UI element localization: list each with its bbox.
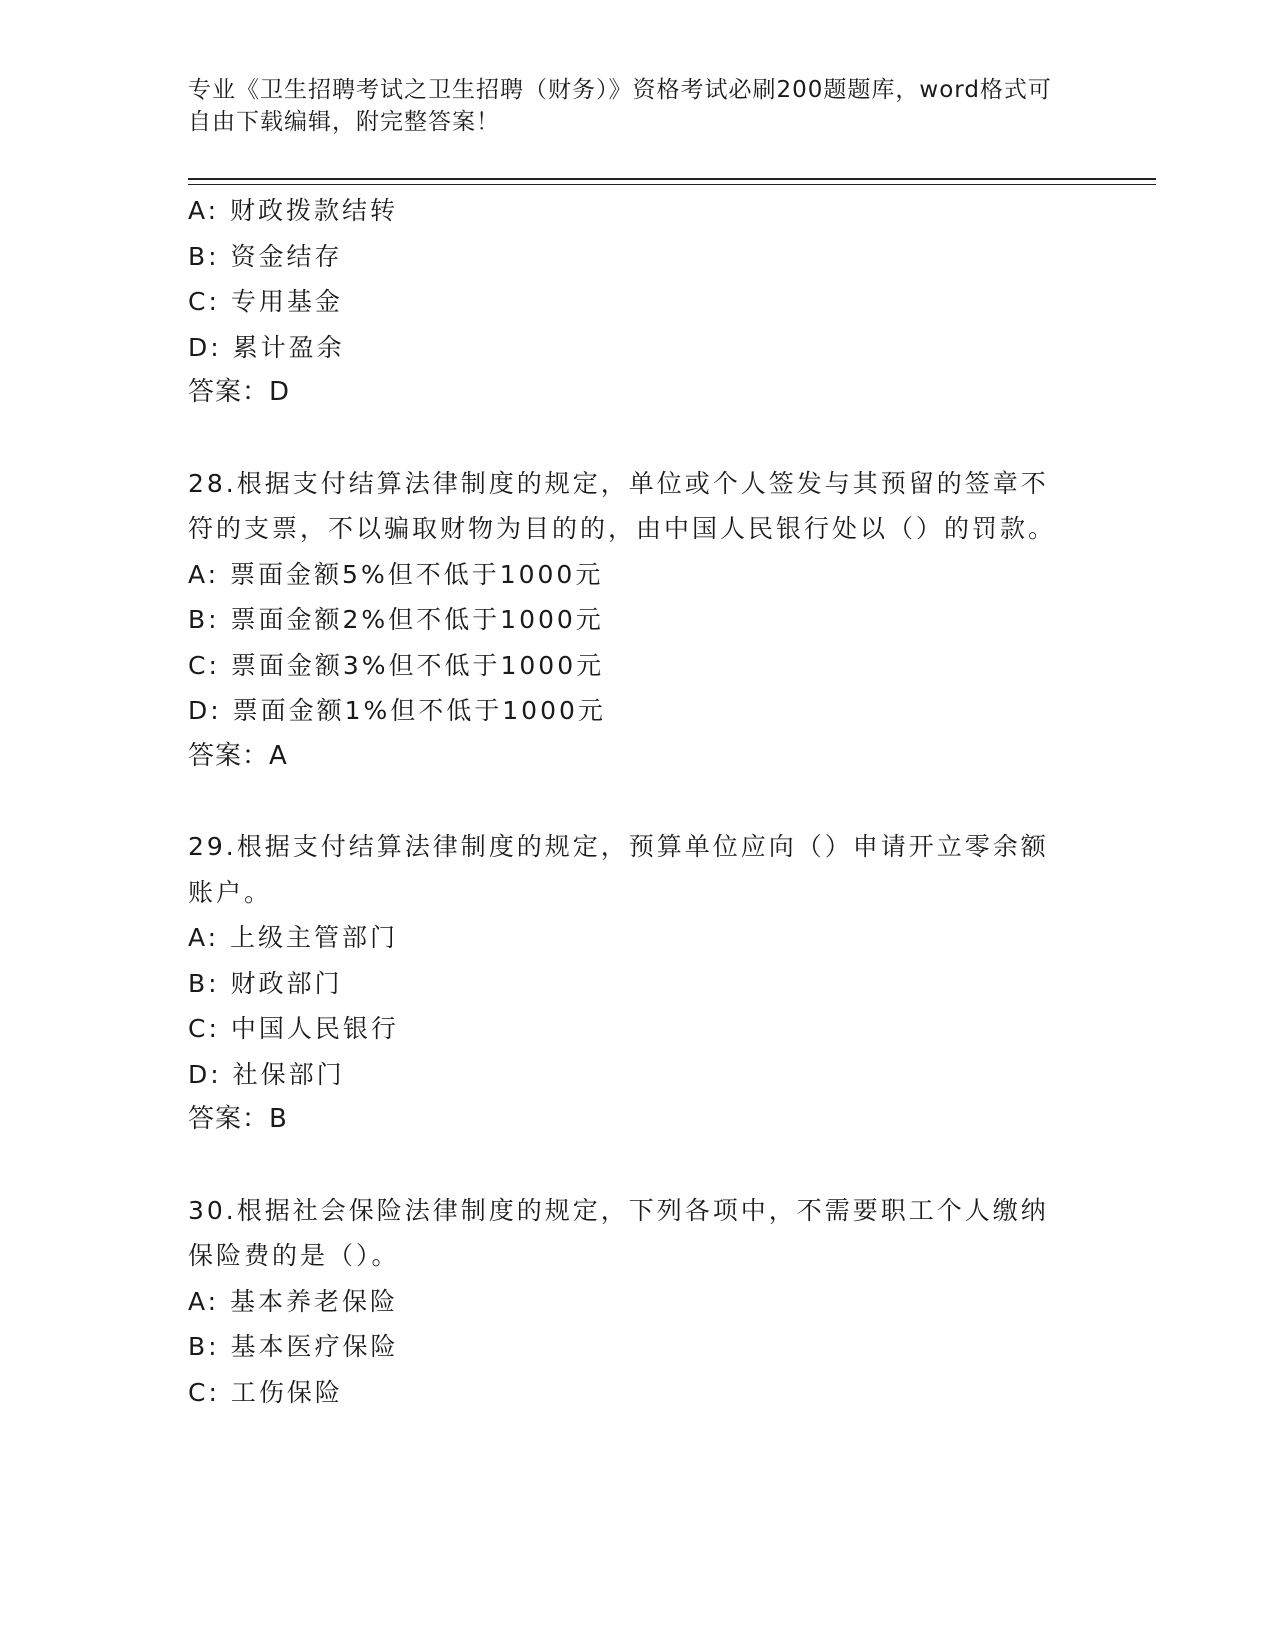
option-a: A: 上级主管部门 (188, 923, 399, 952)
option-d: D: 社保部门 (188, 1059, 345, 1089)
option-d: D: 票面金额1%但不低于1000元 (188, 696, 606, 725)
answer-line: 答案：D (188, 377, 291, 407)
document-header: 专业《卫生招聘考试之卫生招聘（财务）》资格考试必刷200题题库，word格式可自由下载编辑，附完整答案！ (188, 77, 1052, 135)
question-content (188, 188, 1088, 1415)
option-b: B: 基本医疗保险 (188, 1332, 399, 1361)
block-spacer (188, 416, 1088, 461)
option-c: C: 专用基金 (188, 287, 343, 316)
header-divider-thick (188, 178, 1156, 180)
header-divider-thin (188, 184, 1156, 185)
question-text: 29.根据支付结算法律制度的规定，预算单位应向（）申请开立零余额账户。 (188, 832, 1049, 907)
answer-line: 答案：A (188, 740, 288, 771)
option-a: A: 基本养老保险 (188, 1286, 399, 1316)
option-c: C: 票面金额3%但不低于1000元 (188, 650, 605, 680)
answer-line: 答案：B (188, 1104, 288, 1134)
option-a: A: 票面金额5%但不低于1000元 (188, 559, 604, 589)
option-b: B: 资金结存 (188, 241, 343, 271)
option-c: C: 工伤保险 (188, 1377, 343, 1407)
question-block-28 (188, 461, 1088, 780)
question-block-27 (188, 188, 1088, 416)
question-block-29 (188, 824, 1088, 1143)
option-b: B: 财政部门 (188, 968, 343, 998)
option-a: A: 财政拨款结转 (188, 196, 399, 225)
option-b: B: 票面金额2%但不低于1000元 (188, 605, 604, 634)
block-spacer (188, 779, 1088, 824)
option-d: D: 累计盈余 (188, 332, 345, 362)
question-text: 30.根据社会保险法律制度的规定，下列各项中，不需要职工个人缴纳保险费的是（）。 (188, 1195, 1049, 1270)
block-spacer (188, 1143, 1088, 1188)
question-text: 28.根据支付结算法律制度的规定，单位或个人签发与其预留的签章不符的支票，不以骗取财物为目的的，由中国人民银行处以（）的罚款。 (188, 468, 1057, 543)
question-block-30 (188, 1188, 1088, 1416)
option-c: C: 中国人民银行 (188, 1014, 399, 1043)
